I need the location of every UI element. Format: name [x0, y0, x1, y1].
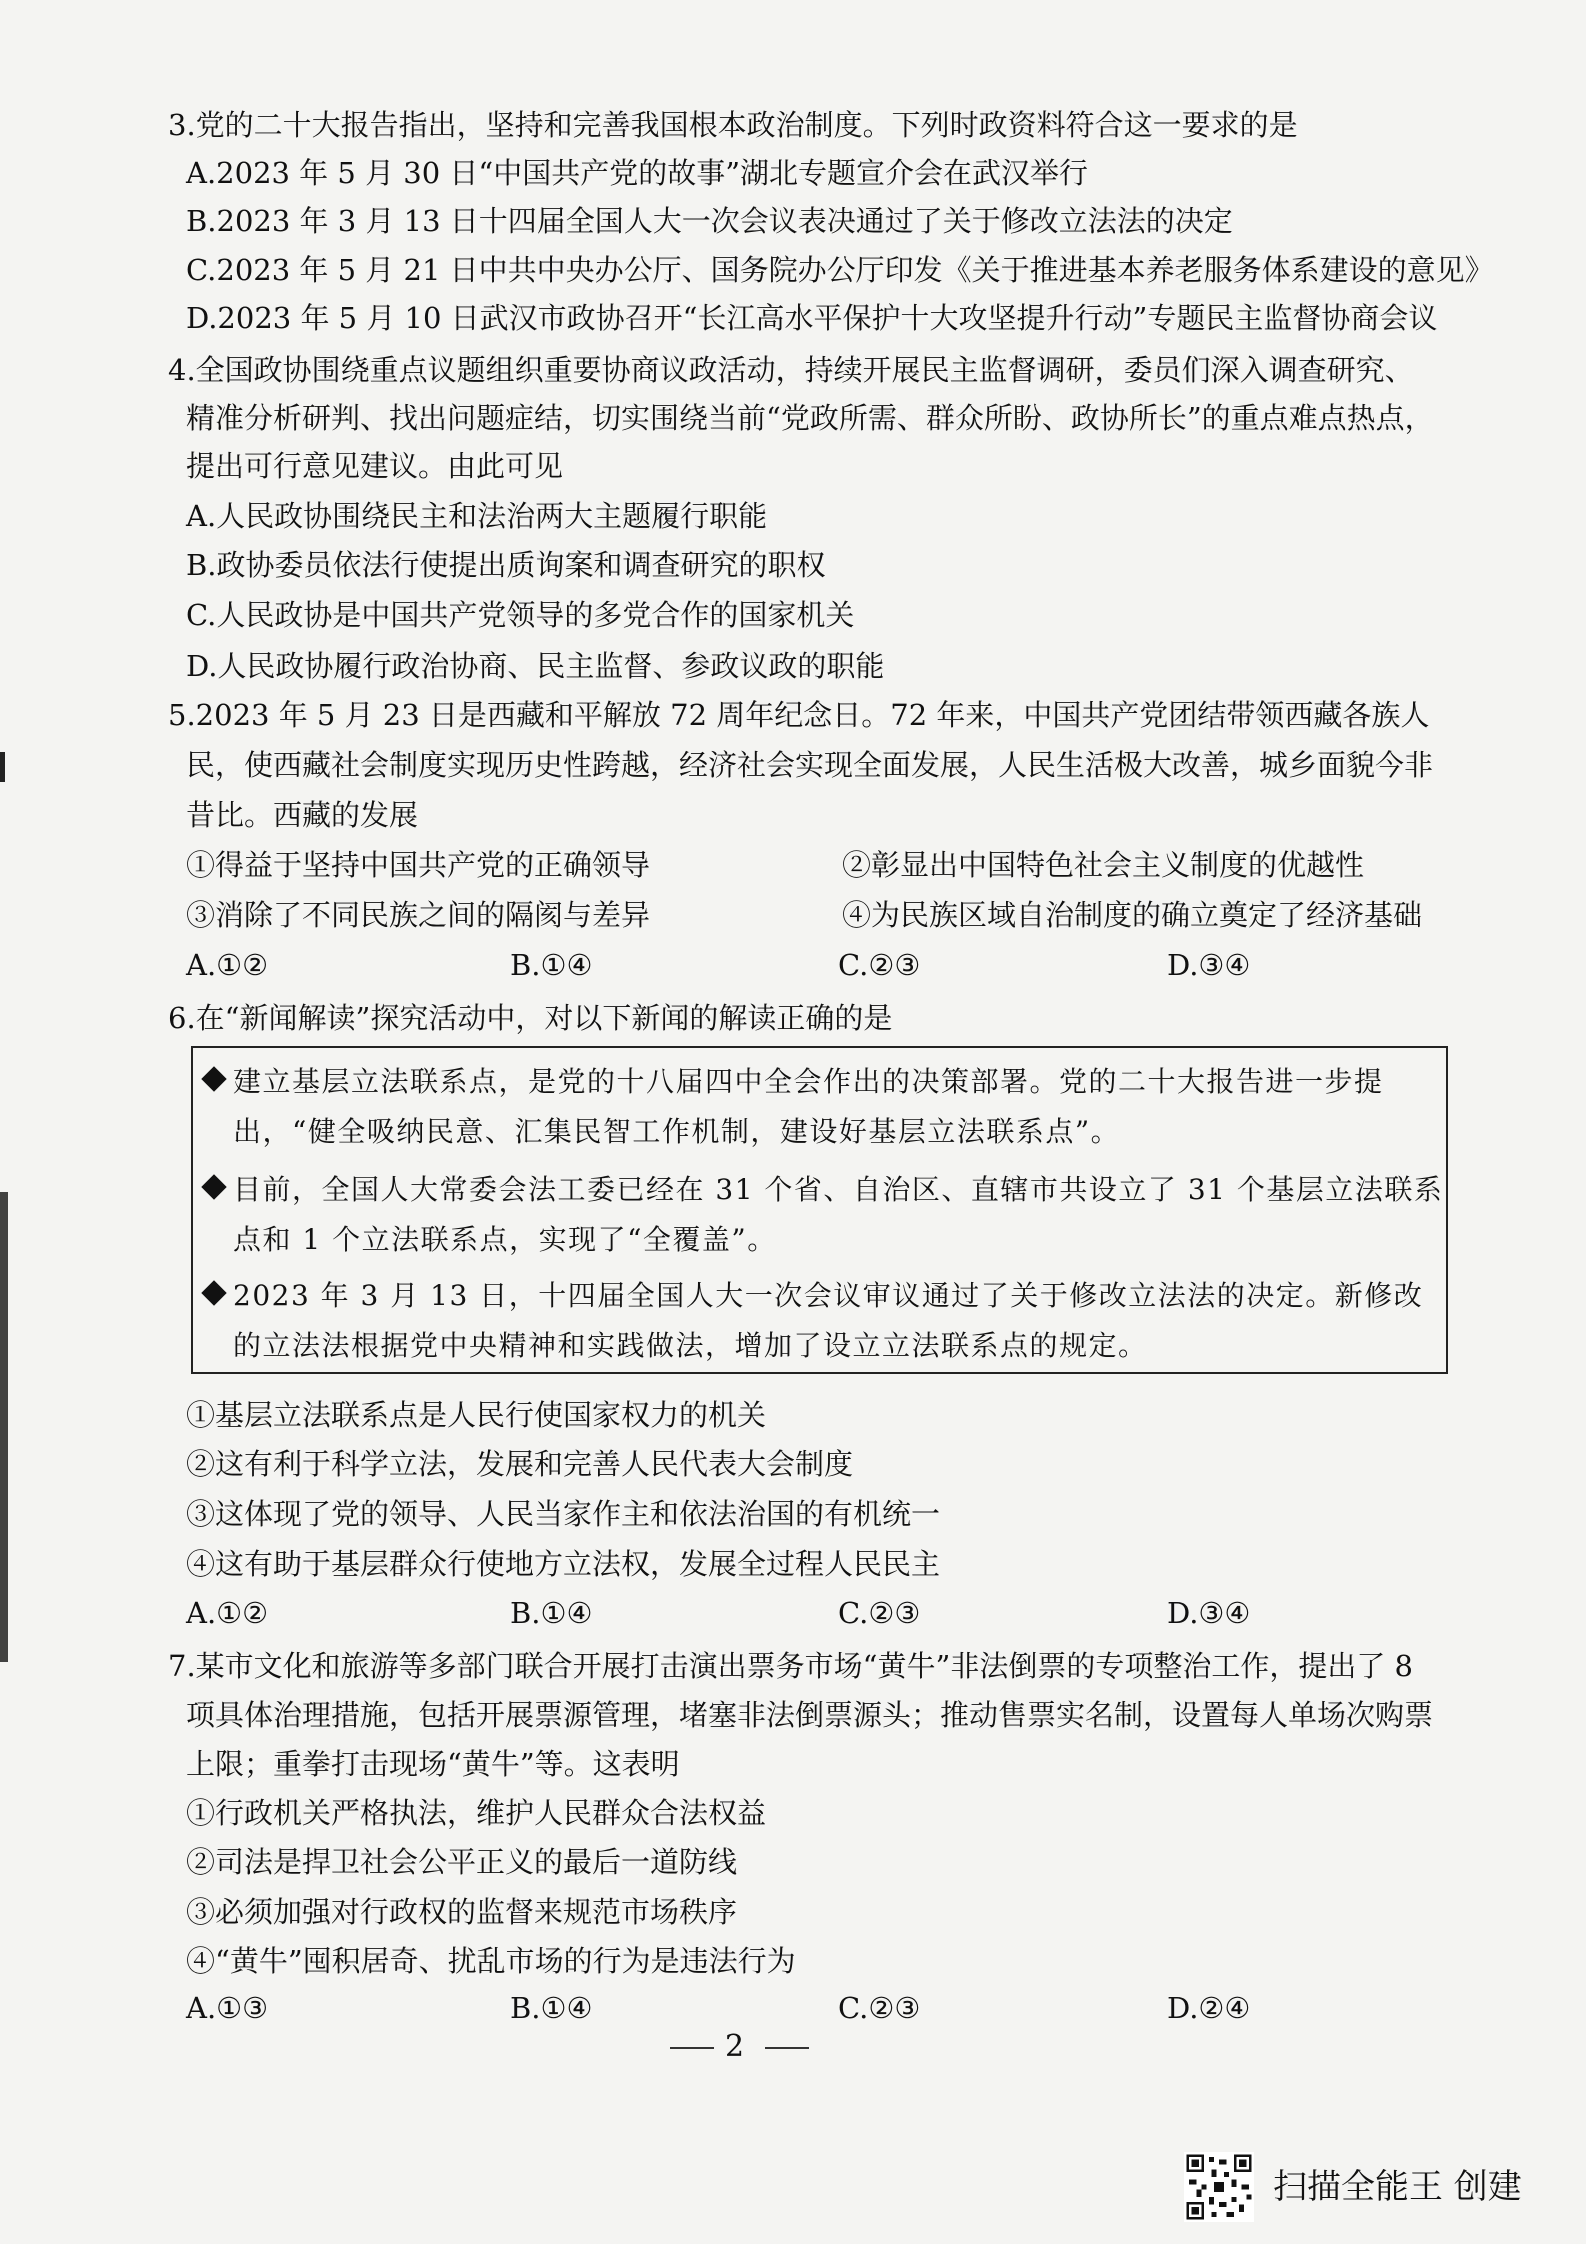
- q6-statement-4: ④这有助于基层群众行使地方立法权，发展全过程人民民主: [186, 1547, 941, 1581]
- scanner-watermark: 扫描全能王 创建: [1273, 2167, 1522, 2207]
- q6-option-a: A.①②: [186, 1596, 269, 1630]
- q3-option-d: D.2023 年 5 月 10 日武汉市政协召开“长江高水平保护十大攻坚提升行动”专题民主监督协商会议: [186, 301, 1438, 335]
- q7-option-a: A.①③: [186, 1991, 269, 2025]
- q7-statement-1: ①行政机关严格执法，维护人民群众合法权益: [186, 1796, 767, 1830]
- diamond-bullet-icon: [201, 1066, 226, 1091]
- q6-statement-2: ②这有利于科学立法，发展和完善人民代表大会制度: [186, 1447, 854, 1481]
- q6-statement-3: ③这体现了党的领导、人民当家作主和依法治国的有机统一: [186, 1497, 941, 1531]
- q5-statement-4: ④为民族区域自治制度的确立奠定了经济基础: [842, 898, 1423, 932]
- news-item-1-line2: 出，“健全吸纳民意、汇集民智工作机制，建设好基层立法联系点”。: [233, 1115, 1121, 1148]
- q5-statement-2: ②彰显出中国特色社会主义制度的优越性: [842, 848, 1365, 882]
- news-item-2-line1: [205, 1170, 1443, 1210]
- news-item-1-text: 建立基层立法联系点，是党的十八届四中全会作出的决策部署。党的二十大报告进一步提: [233, 1065, 1384, 1098]
- q6-option-d: D.③④: [1167, 1596, 1251, 1630]
- q5-option-c: C.②③: [838, 948, 921, 982]
- q5-option-d: D.③④: [1167, 948, 1251, 982]
- q4-stem-line3: 提出可行意见建议。由此可见: [186, 449, 564, 483]
- q5-stem-line3: 昔比。西藏的发展: [186, 798, 419, 832]
- page-number-dash-right: [765, 2047, 809, 2049]
- scan-edge-mark: [0, 1192, 8, 1662]
- q7-statement-4: ④“黄牛”囤积居奇、扰乱市场的行为是违法行为: [186, 1944, 796, 1978]
- q4-option-d: D.人民政协履行政治协商、民主监督、参政议政的职能: [186, 649, 885, 683]
- news-item-2-line2: 点和 1 个立法联系点，实现了“全覆盖”。: [233, 1223, 777, 1256]
- diamond-bullet-icon: [201, 1174, 226, 1199]
- q4-option-c: C.人民政协是中国共产党领导的多党合作的国家机关: [186, 598, 855, 632]
- diamond-bullet-icon: [201, 1280, 226, 1305]
- q7-option-c: C.②③: [838, 1991, 921, 2025]
- q4-stem-line1: 4.全国政协围绕重点议题组织重要协商议政活动，持续开展民主监督调研，委员们深入调查研究、: [168, 353, 1414, 387]
- q5-option-b: B.①④: [510, 948, 593, 982]
- q6-stem: 6.在“新闻解读”探究活动中，对以下新闻的解读正确的是: [168, 1001, 893, 1035]
- q6-option-c: C.②③: [838, 1596, 921, 1630]
- q6-option-b: B.①④: [510, 1596, 593, 1630]
- q5-statement-1: ①得益于坚持中国共产党的正确领导: [186, 848, 651, 882]
- q5-option-a: A.①②: [186, 948, 269, 982]
- q3-stem: 3.党的二十大报告指出，坚持和完善我国根本政治制度。下列时政资料符合这一要求的是: [168, 108, 1298, 142]
- page-number-dash-left: [670, 2047, 714, 2049]
- news-box: [191, 1046, 1448, 1374]
- news-item-2-text: 目前，全国人大常委会法工委已经在 31 个省、自治区、直辖市共设立了 31 个基层立法联系: [233, 1173, 1444, 1206]
- q7-option-d: D.②④: [1167, 1991, 1251, 2025]
- news-item-3-text: 2023 年 3 月 13 日，十四届全国人大一次会议审议通过了关于修改立法法的决定。新修改: [233, 1279, 1424, 1312]
- scan-edge-mark: [0, 752, 5, 782]
- q3-option-c: C.2023 年 5 月 21 日中共中央办公厅、国务院办公厅印发《关于推进基本养老服务体系建设的意见》: [186, 253, 1494, 287]
- q6-statement-1: ①基层立法联系点是人民行使国家权力的机关: [186, 1398, 767, 1432]
- q3-option-b: B.2023 年 3 月 13 日十四届全国人大一次会议表决通过了关于修改立法法的决定: [186, 204, 1233, 238]
- news-item-3-line1: [205, 1276, 1423, 1316]
- q5-stem-line1: 5.2023 年 5 月 23 日是西藏和平解放 72 周年纪念日。72 年来，中国共产党团结带领西藏各族人: [168, 698, 1430, 732]
- q4-option-b: B.政协委员依法行使提出质询案和调查研究的职权: [186, 548, 826, 582]
- q7-option-b: B.①④: [510, 1991, 593, 2025]
- news-item-1-line1: [205, 1062, 1384, 1102]
- q7-statement-3: ③必须加强对行政权的监督来规范市场秩序: [186, 1895, 738, 1929]
- q4-stem-line2: 精准分析研判、找出问题症结，切实围绕当前“党政所需、群众所盼、政协所长”的重点难点热点，: [186, 401, 1434, 435]
- q7-statement-2: ②司法是捍卫社会公平正义的最后一道防线: [186, 1845, 738, 1879]
- q5-stem-line2: 民，使西藏社会制度实现历史性跨越，经济社会实现全面发展，人民生活极大改善，城乡面貌今非: [186, 748, 1434, 782]
- q7-stem-line2: 项具体治理措施，包括开展票源管理，堵塞非法倒票源头；推动售票实名制，设置每人单场次购票: [186, 1698, 1434, 1732]
- q3-option-a: A.2023 年 5 月 30 日“中国共产党的故事”湖北专题宣介会在武汉举行: [186, 156, 1089, 190]
- q7-stem-line1: 7.某市文化和旅游等多部门联合开展打击演出票务市场“黄牛”非法倒票的专项整治工作，提出了 8: [168, 1649, 1413, 1683]
- news-item-3-line2: 的立法法根据党中央精神和实践做法，增加了设立立法联系点的规定。: [233, 1329, 1148, 1362]
- q4-option-a: A.人民政协围绕民主和法治两大主题履行职能: [186, 499, 768, 533]
- q7-stem-line3: 上限；重拳打击现场“黄牛”等。这表明: [186, 1747, 680, 1781]
- qr-code-icon: [1184, 2152, 1254, 2222]
- q5-statement-3: ③消除了不同民族之间的隔阂与差异: [186, 898, 651, 932]
- page-number: 2: [725, 2029, 745, 2064]
